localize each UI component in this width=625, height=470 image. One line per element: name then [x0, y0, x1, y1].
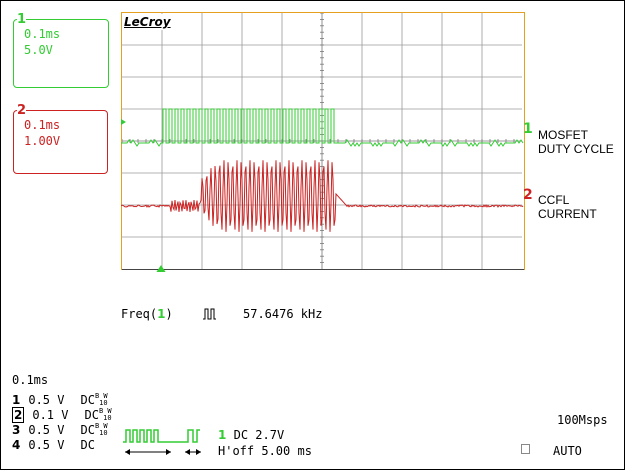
trigger-level: DC 2.7V — [233, 428, 285, 442]
setting-channel-number: 4 — [12, 438, 21, 452]
channel-1-vdiv: 5.0V — [24, 43, 53, 57]
setting-coupling: DC — [80, 423, 95, 437]
trace-2-label-line1: CCFL — [538, 193, 570, 207]
setting-coupling: DC — [80, 393, 95, 407]
setting-coupling: DC — [80, 438, 95, 452]
freq-channel: 1 — [157, 307, 166, 321]
trace-2-label — [538, 193, 597, 221]
trigger-setting[interactable] — [218, 428, 284, 442]
channel-setting-row[interactable] — [12, 408, 112, 422]
pulse-icon — [203, 308, 217, 320]
timebase-readout: 0.1ms — [12, 373, 49, 387]
channel-1-timebase: 0.1ms — [24, 27, 61, 41]
trace-2-marker: 2 — [523, 187, 533, 203]
trace-1-label — [538, 128, 614, 156]
setting-channel-number: 2 — [14, 408, 23, 422]
channel-2-vdiv: 1.00V — [24, 134, 61, 148]
frequency-measurement[interactable] — [121, 307, 173, 321]
brand-logo: LeCroy — [124, 15, 171, 29]
freq-label: Freq( — [121, 307, 158, 321]
setting-vdiv: 0.5 V — [28, 423, 65, 437]
trigger-mode-indicator — [521, 444, 530, 454]
channel-2-box[interactable] — [13, 103, 108, 174]
channel-1-trace — [121, 109, 523, 146]
setting-vdiv: 0.5 V — [28, 393, 65, 407]
trace-1-label-line2: DUTY CYCLE — [538, 142, 614, 156]
trace-2-label-line2: CURRENT — [538, 207, 597, 221]
setting-coupling: DC — [84, 408, 99, 422]
channel-setting-row[interactable] — [12, 393, 108, 407]
channel-setting-row[interactable] — [12, 438, 95, 452]
channel-1-box[interactable] — [13, 12, 109, 88]
channel-1-number: 1 — [17, 12, 27, 27]
trace-1-label-line1: MOSFET — [538, 128, 588, 142]
setting-channel-number: 3 — [12, 423, 21, 437]
frequency-value: 57.6476 kHz — [243, 307, 323, 321]
trace-1-marker: 1 — [523, 121, 533, 137]
setting-channel-number: 1 — [12, 393, 21, 407]
channel-2-timebase: 0.1ms — [24, 118, 61, 132]
bandwidth-limit-icon: B W 10 — [98, 407, 112, 422]
bandwidth-limit-icon: B W 10 — [94, 422, 108, 437]
trigger-pulse-diagram — [123, 426, 213, 458]
setting-vdiv: 0.1 V — [32, 408, 69, 422]
bandwidth-limit-icon: B W 10 — [94, 392, 108, 407]
channel-setting-row[interactable] — [12, 423, 108, 437]
trigger-channel: 1 — [218, 428, 227, 442]
sample-rate: 100Msps — [557, 413, 608, 427]
scope-display — [121, 12, 526, 272]
trigger-mode[interactable]: AUTO — [553, 444, 582, 458]
channel-1-level-marker[interactable] — [121, 119, 126, 125]
setting-vdiv: 0.5 V — [28, 438, 65, 452]
freq-label-end: ) — [165, 307, 173, 321]
channel-2-number: 2 — [17, 103, 27, 118]
holdoff-setting[interactable]: H'off 5.00 ms — [218, 444, 312, 458]
